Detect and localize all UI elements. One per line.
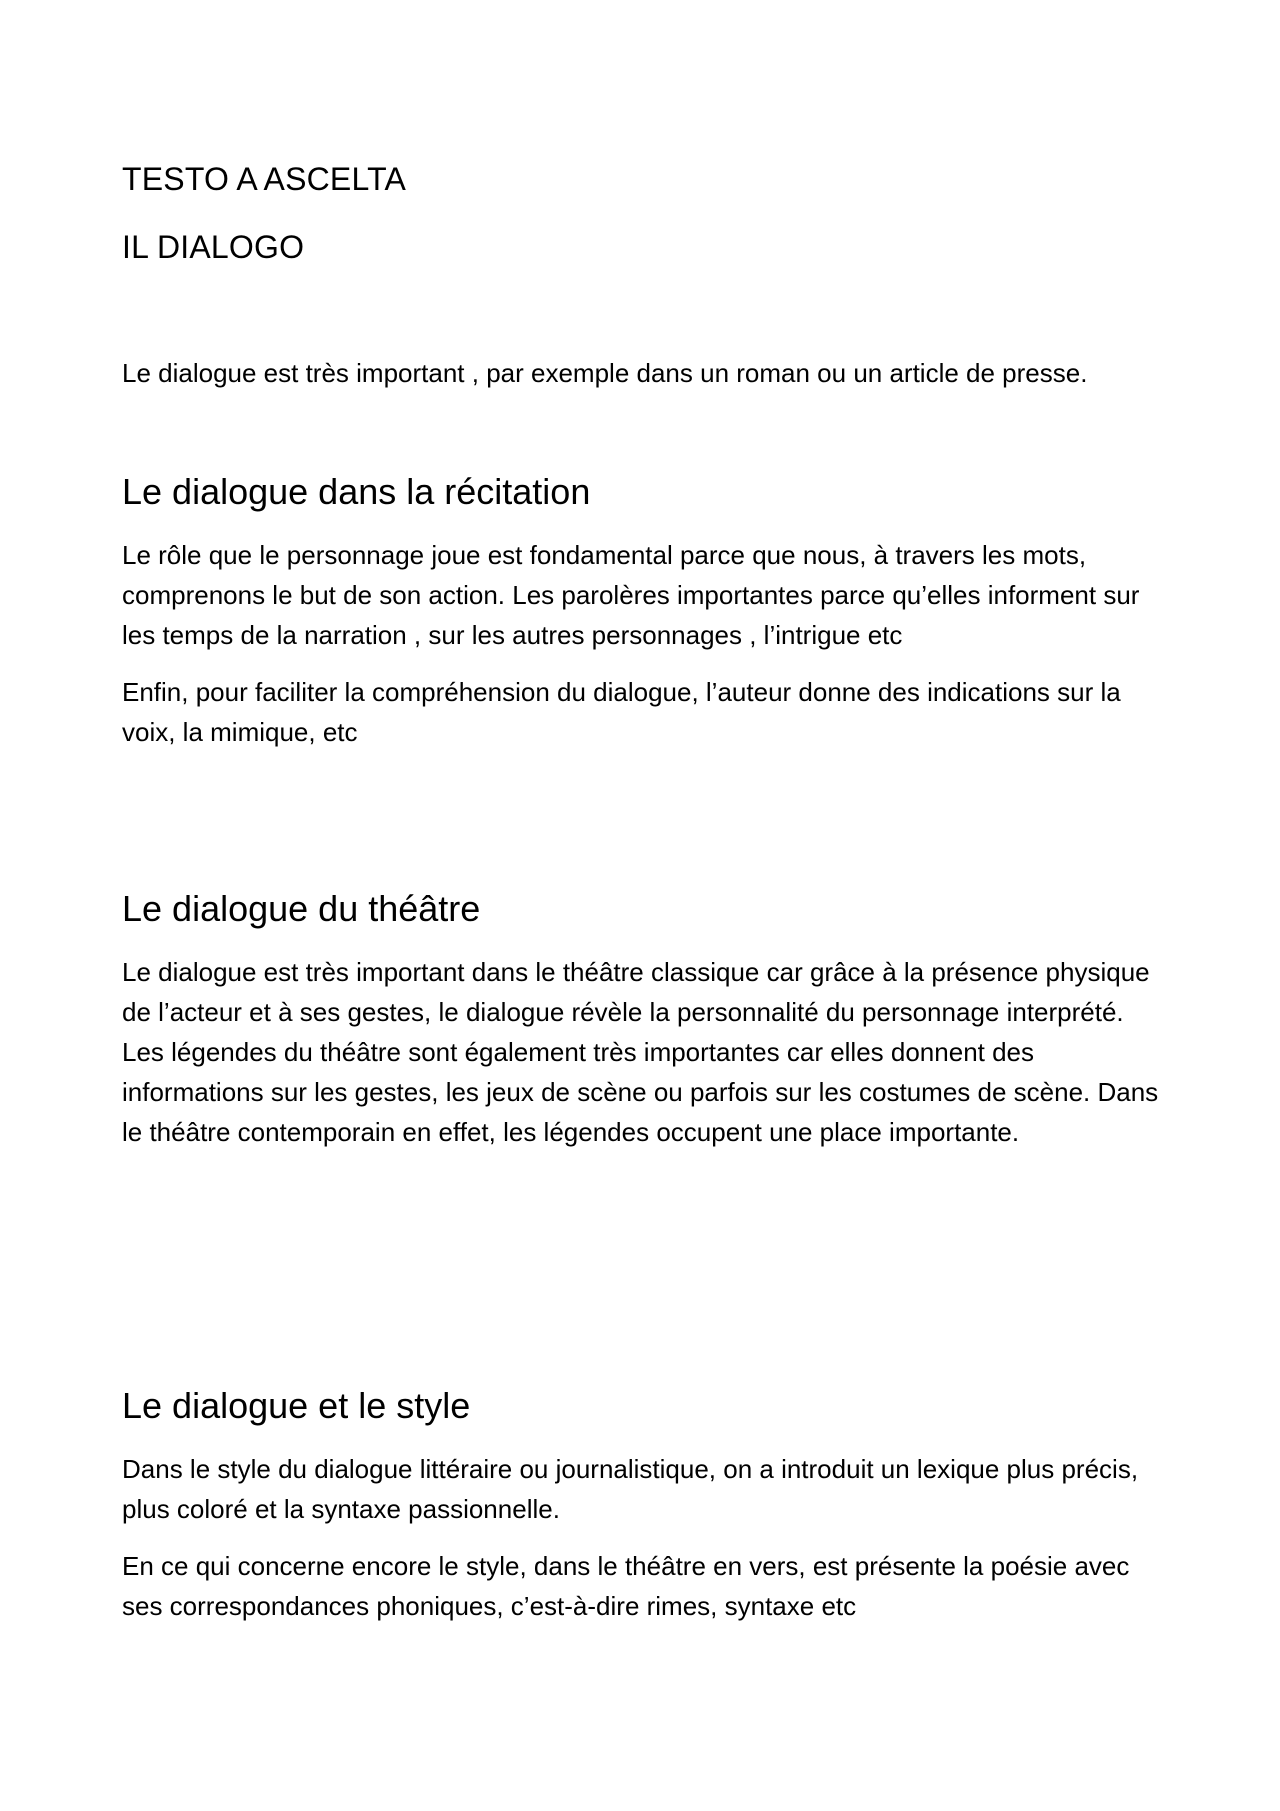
- section-theatre-paragraph-1: Le dialogue est très important dans le théâtre classique car grâce à la présence physique de l’acteur et à ses gestes, le dialogue révèle la personnalité du personnage interprété. Les légendes du théâtre sont également très importantes car elles donnent des informations sur les gestes, les jeux de scène ou parfois sur les costumes de scène. Dans le théâtre contemporain en effet, les légendes occupent une place importante.: [122, 957, 1159, 1147]
- section-recitation-paragraph-1: Le rôle que le personnage joue est fondamental parce que nous, à travers les mots, comprenons le but de son action. Les parolères importantes parce qu’elles informent sur les temps de la narration , sur les autres personnages , l’intrigue etc: [122, 540, 1140, 650]
- section-heading-recitation: Le dialogue dans la récitation: [122, 471, 591, 512]
- document-title-line-1: TESTO A ASCELTA: [122, 161, 406, 197]
- section-heading-style: Le dialogue et le style: [122, 1385, 471, 1426]
- section-recitation-paragraph-2: Enfin, pour faciliter la compréhension du dialogue, l’auteur donne des indications sur la voix, la mimique, etc: [122, 677, 1121, 747]
- section-heading-theatre: Le dialogue du théâtre: [122, 888, 481, 929]
- section-style-paragraph-2: En ce qui concerne encore le style, dans le théâtre en vers, est présente la poésie avec ses correspondances phoniques, c’est-à-dire rimes, syntaxe etc: [122, 1551, 1130, 1621]
- section-style-paragraph-1: Dans le style du dialogue littéraire ou journalistique, on a introduit un lexique plus précis, plus coloré et la syntaxe passionnelle.: [122, 1454, 1139, 1524]
- intro-paragraph: Le dialogue est très important , par exemple dans un roman ou un article de presse.: [122, 358, 1088, 388]
- document-title-line-2: IL DIALOGO: [122, 229, 305, 265]
